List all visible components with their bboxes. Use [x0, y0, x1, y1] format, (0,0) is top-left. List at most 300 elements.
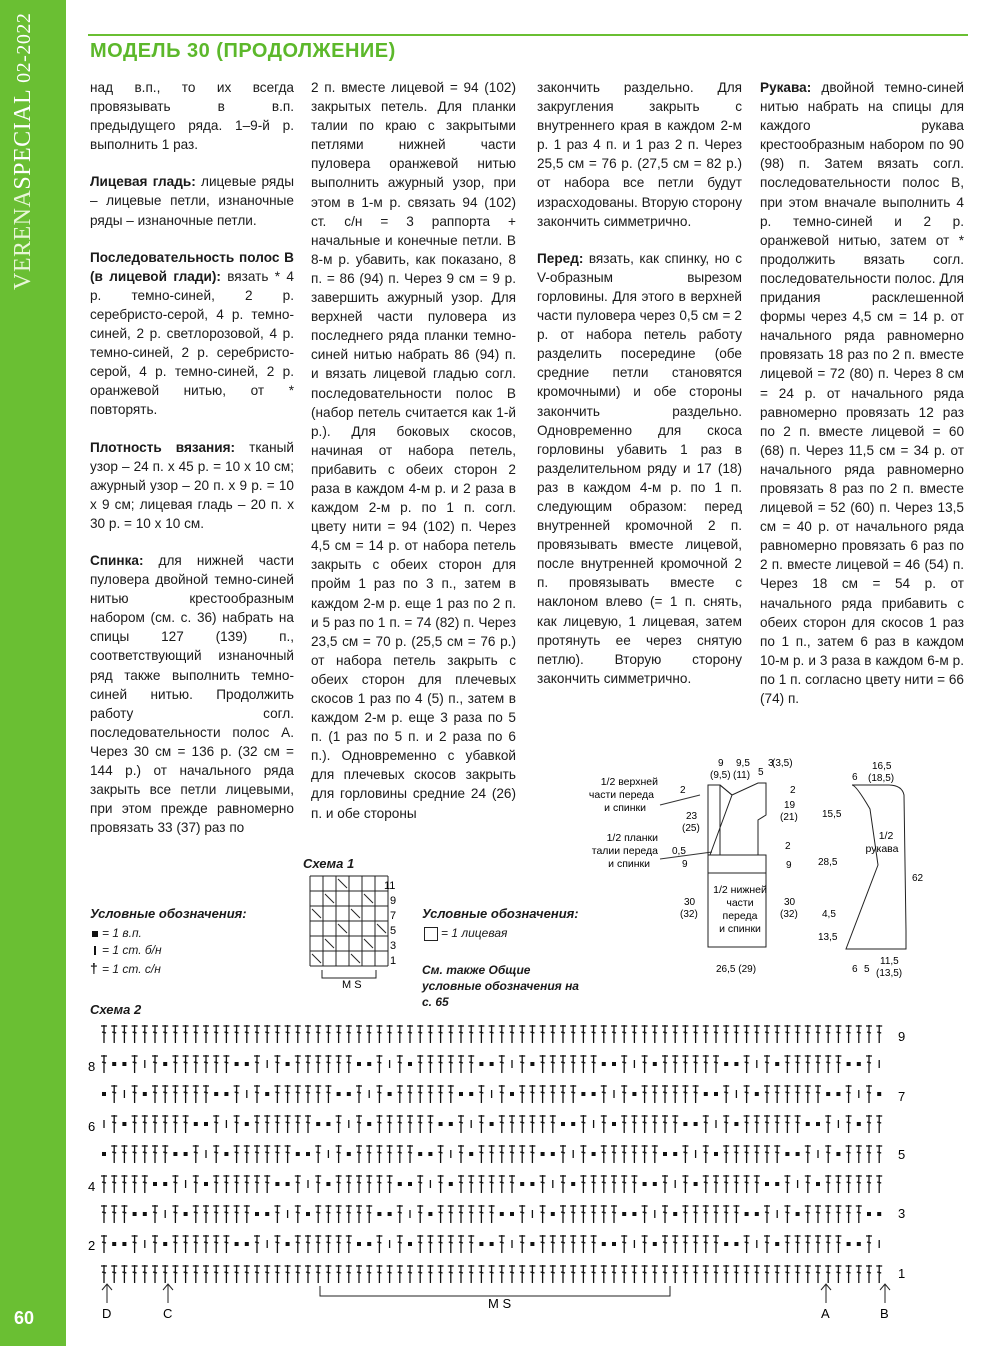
- scheme-2-row-right: 5: [898, 1147, 906, 1162]
- double-crochet-mark: [499, 1115, 505, 1133]
- sleeve-right: 62: [912, 873, 924, 884]
- double-crochet-mark: [846, 1265, 852, 1283]
- double-crochet-mark: [642, 1025, 648, 1043]
- double-crochet-icon: †: [90, 960, 98, 976]
- double-crochet-mark: [468, 1205, 474, 1223]
- double-crochet-mark: [438, 1025, 444, 1043]
- double-crochet-mark: [560, 1145, 566, 1163]
- double-crochet-mark: [183, 1235, 189, 1253]
- arrow-label-d: D: [102, 1306, 112, 1321]
- stitch-mark: [377, 924, 386, 933]
- double-crochet-mark: [601, 1205, 607, 1223]
- chain-mark: [224, 1092, 228, 1096]
- arrow-a: [821, 1284, 831, 1303]
- double-crochet-mark: [448, 1085, 454, 1103]
- double-crochet-mark: [213, 1175, 219, 1193]
- chain-mark: [653, 1062, 657, 1066]
- double-crochet-mark: [295, 1115, 301, 1133]
- double-crochet-mark: [693, 1025, 699, 1043]
- chain-mark: [347, 1092, 351, 1096]
- double-crochet-mark: [172, 1235, 178, 1253]
- double-crochet-mark: [254, 1145, 260, 1163]
- double-crochet-mark: [703, 1265, 709, 1283]
- chain-mark: [408, 1062, 412, 1066]
- double-crochet-mark: [815, 1025, 821, 1043]
- double-crochet-mark: [458, 1055, 464, 1073]
- double-crochet-mark: [101, 1205, 107, 1223]
- double-crochet-mark: [805, 1205, 811, 1223]
- double-crochet-mark: [560, 1085, 566, 1103]
- stitch-mark: [312, 954, 321, 963]
- double-crochet-mark: [662, 1175, 668, 1193]
- double-crochet-mark: [846, 1175, 852, 1193]
- scheme-1-row: 9: [390, 895, 397, 907]
- double-crochet-mark: [417, 1205, 423, 1223]
- double-crochet-mark: [468, 1265, 474, 1283]
- double-crochet-mark: [111, 1265, 117, 1283]
- double-crochet-mark: [795, 1235, 801, 1253]
- double-crochet-mark: [325, 1025, 331, 1043]
- double-crochet-mark: [387, 1265, 393, 1283]
- right-dim-3: 2: [785, 841, 791, 852]
- double-crochet-mark: [601, 1085, 607, 1103]
- double-crochet-mark: [183, 1055, 189, 1073]
- double-crochet-mark: [213, 1055, 219, 1073]
- double-crochet-mark: [356, 1145, 362, 1163]
- double-crochet-mark: [580, 1055, 586, 1073]
- double-crochet-mark: [795, 1055, 801, 1073]
- double-crochet-mark: [407, 1085, 413, 1103]
- double-crochet-mark: [295, 1025, 301, 1043]
- double-crochet-mark: [274, 1235, 280, 1253]
- double-crochet-mark: [203, 1025, 209, 1043]
- double-crochet-mark: [866, 1085, 872, 1103]
- double-crochet-mark: [611, 1265, 617, 1283]
- double-crochet-mark: [703, 1055, 709, 1073]
- scheme-2-title: Схема 2: [90, 1002, 142, 1017]
- chain-mark: [571, 1122, 575, 1126]
- double-crochet-mark: [305, 1085, 311, 1103]
- chain-mark: [785, 1152, 789, 1156]
- double-crochet-mark: [784, 1175, 790, 1193]
- top-dim-a2: (9,5): [710, 770, 731, 781]
- double-crochet-mark: [162, 1085, 168, 1103]
- double-crochet-mark: [193, 1175, 199, 1193]
- double-crochet-mark: [642, 1265, 648, 1283]
- top-dim-c: 5: [758, 767, 764, 778]
- double-crochet-mark: [744, 1055, 750, 1073]
- chain-mark: [775, 1182, 779, 1186]
- double-crochet-mark: [101, 1235, 107, 1253]
- double-crochet-mark: [591, 1055, 597, 1073]
- double-crochet-mark: [254, 1085, 260, 1103]
- double-crochet-mark: [458, 1175, 464, 1193]
- double-crochet-mark: [203, 1085, 209, 1103]
- stitch-mark: [312, 909, 321, 918]
- double-crochet-mark: [387, 1145, 393, 1163]
- double-crochet-mark: [499, 1265, 505, 1283]
- chain-mark: [102, 1092, 106, 1096]
- double-crochet-mark: [376, 1025, 382, 1043]
- double-crochet-mark: [662, 1205, 668, 1223]
- double-crochet-mark: [274, 1145, 280, 1163]
- scheme-2-row-right: 3: [898, 1206, 906, 1221]
- double-crochet-mark: [866, 1055, 872, 1073]
- double-crochet-mark: [172, 1025, 178, 1043]
- chain-mark: [388, 1212, 392, 1216]
- double-crochet-mark: [458, 1235, 464, 1253]
- double-crochet-mark: [478, 1175, 484, 1193]
- double-crochet-mark: [193, 1235, 199, 1253]
- double-crochet-mark: [213, 1205, 219, 1223]
- chain-mark: [663, 1152, 667, 1156]
- double-crochet-mark: [336, 1235, 342, 1253]
- double-crochet-mark: [754, 1025, 760, 1043]
- left-dim-5: 30: [684, 897, 696, 908]
- double-crochet-mark: [336, 1145, 342, 1163]
- double-crochet-mark: [825, 1025, 831, 1043]
- double-crochet-mark: [264, 1025, 270, 1043]
- double-crochet-mark: [744, 1145, 750, 1163]
- double-crochet-mark: [346, 1025, 352, 1043]
- double-crochet-mark: [305, 1055, 311, 1073]
- double-crochet-mark: [346, 1265, 352, 1283]
- chain-mark: [490, 1122, 494, 1126]
- double-crochet-mark: [795, 1265, 801, 1283]
- double-crochet-mark: [499, 1025, 505, 1043]
- chain-mark: [510, 1212, 514, 1216]
- double-crochet-mark: [703, 1025, 709, 1043]
- double-crochet-mark: [193, 1265, 199, 1283]
- chain-mark: [612, 1242, 616, 1246]
- double-crochet-mark: [489, 1205, 495, 1223]
- double-crochet-mark: [805, 1025, 811, 1043]
- double-crochet-mark: [540, 1265, 546, 1283]
- double-crochet-mark: [774, 1025, 780, 1043]
- chain-mark: [490, 1062, 494, 1066]
- chain-mark: [357, 1242, 361, 1246]
- scheme-1-grid: [310, 876, 388, 966]
- double-crochet-mark: [254, 1175, 260, 1193]
- chain-mark: [592, 1152, 596, 1156]
- double-crochet-mark: [784, 1085, 790, 1103]
- chain-mark: [765, 1182, 769, 1186]
- double-crochet-mark: [805, 1055, 811, 1073]
- double-crochet-mark: [672, 1265, 678, 1283]
- double-crochet-mark: [733, 1205, 739, 1223]
- double-crochet-mark: [682, 1235, 688, 1253]
- chain-mark: [602, 1242, 606, 1246]
- double-crochet-mark: [121, 1205, 127, 1223]
- chain-mark: [245, 1062, 249, 1066]
- double-crochet-mark: [489, 1025, 495, 1043]
- double-crochet-mark: [529, 1115, 535, 1133]
- chain-mark: [469, 1152, 473, 1156]
- chain-mark: [847, 1242, 851, 1246]
- double-crochet-mark: [101, 1055, 107, 1073]
- double-crochet-mark: [234, 1085, 240, 1103]
- double-crochet-mark: [784, 1115, 790, 1133]
- double-crochet-mark: [713, 1265, 719, 1283]
- sleeve-top-b2: (18,5): [868, 773, 895, 784]
- double-crochet-mark: [825, 1145, 831, 1163]
- double-crochet-mark: [183, 1085, 189, 1103]
- double-crochet-mark: [846, 1115, 852, 1133]
- sleeve-left-3: 4,5: [822, 909, 836, 920]
- chain-mark: [714, 1092, 718, 1096]
- double-crochet-mark: [682, 1265, 688, 1283]
- double-crochet-mark: [101, 1265, 107, 1283]
- double-crochet-mark: [662, 1115, 668, 1133]
- chain-mark: [235, 1242, 239, 1246]
- right-dim-5b: (32): [780, 909, 798, 920]
- double-crochet-mark: [866, 1265, 872, 1283]
- double-crochet-mark: [407, 1025, 413, 1043]
- double-crochet-mark: [723, 1025, 729, 1043]
- header-rule: [88, 34, 968, 36]
- double-crochet-mark: [223, 1265, 229, 1283]
- double-crochet-mark: [682, 1175, 688, 1193]
- chain-mark: [836, 1152, 840, 1156]
- chain-mark: [490, 1242, 494, 1246]
- double-crochet-mark: [825, 1235, 831, 1253]
- double-crochet-mark: [172, 1175, 178, 1193]
- chain-mark: [347, 1152, 351, 1156]
- double-crochet-mark: [519, 1265, 525, 1283]
- double-crochet-mark: [601, 1175, 607, 1193]
- double-crochet-mark: [162, 1265, 168, 1283]
- double-crochet-mark: [795, 1025, 801, 1043]
- double-crochet-mark: [846, 1025, 852, 1043]
- double-crochet-mark: [132, 1265, 138, 1283]
- double-crochet-mark: [346, 1055, 352, 1073]
- double-crochet-mark: [172, 1055, 178, 1073]
- double-crochet-mark: [152, 1085, 158, 1103]
- double-crochet-mark: [764, 1235, 770, 1253]
- double-crochet-mark: [509, 1175, 515, 1193]
- chain-mark: [265, 1212, 269, 1216]
- double-crochet-mark: [489, 1145, 495, 1163]
- double-crochet-mark: [733, 1025, 739, 1043]
- double-crochet-mark: [438, 1265, 444, 1283]
- double-crochet-mark: [295, 1205, 301, 1223]
- double-crochet-mark: [764, 1055, 770, 1073]
- double-crochet-mark: [203, 1235, 209, 1253]
- double-crochet-mark: [560, 1175, 566, 1193]
- double-crochet-mark: [825, 1265, 831, 1283]
- double-crochet-mark: [142, 1025, 148, 1043]
- arrow-label-c: C: [163, 1306, 173, 1321]
- chain-mark: [102, 1152, 106, 1156]
- double-crochet-mark: [835, 1025, 841, 1043]
- double-crochet-mark: [662, 1085, 668, 1103]
- chain-mark: [428, 1212, 432, 1216]
- double-crochet-mark: [703, 1115, 709, 1133]
- double-crochet-mark: [162, 1115, 168, 1133]
- double-crochet-mark: [376, 1055, 382, 1073]
- chain-mark: [388, 1092, 392, 1096]
- single-crochet-icon: [94, 946, 96, 955]
- double-crochet-mark: [458, 1115, 464, 1133]
- double-crochet-mark: [764, 1025, 770, 1043]
- double-crochet-mark: [111, 1175, 117, 1193]
- double-crochet-mark: [315, 1175, 321, 1193]
- double-crochet-mark: [509, 1265, 515, 1283]
- top-dim-d: 3: [768, 758, 774, 769]
- double-crochet-mark: [142, 1115, 148, 1133]
- scheme-2-row-right: 1: [898, 1266, 906, 1281]
- text-column-3: [537, 78, 742, 706]
- double-crochet-mark: [121, 1175, 127, 1193]
- double-crochet-mark: [764, 1145, 770, 1163]
- double-crochet-mark: [213, 1115, 219, 1133]
- chain-mark: [571, 1182, 575, 1186]
- double-crochet-mark: [866, 1115, 872, 1133]
- double-crochet-mark: [478, 1115, 484, 1133]
- scheme-1-title: Схема 1: [303, 856, 355, 871]
- double-crochet-mark: [254, 1235, 260, 1253]
- chain-mark: [551, 1152, 555, 1156]
- chain-mark: [163, 1062, 167, 1066]
- sleeve-bot-c: 11,5: [880, 956, 899, 967]
- double-crochet-mark: [407, 1115, 413, 1133]
- chain-mark: [836, 1092, 840, 1096]
- page-title: МОДЕЛЬ 30 (ПРОДОЛЖЕНИЕ): [90, 40, 396, 62]
- double-crochet-mark: [448, 1205, 454, 1223]
- double-crochet-mark: [591, 1235, 597, 1253]
- double-crochet-mark: [152, 1205, 158, 1223]
- label-upper-part: 1/2 верхней части переда и спинки: [588, 776, 658, 814]
- double-crochet-mark: [713, 1025, 719, 1043]
- scheme-1-row: 7: [390, 910, 397, 922]
- double-crochet-mark: [397, 1025, 403, 1043]
- double-crochet-mark: [580, 1205, 586, 1223]
- double-crochet-mark: [366, 1175, 372, 1193]
- chain-mark: [112, 1242, 116, 1246]
- chain-mark: [714, 1152, 718, 1156]
- chain-mark: [184, 1152, 188, 1156]
- label-waist-band: 1/2 планки талии переда и спинки: [591, 832, 658, 870]
- chain-mark: [734, 1062, 738, 1066]
- chain-mark: [408, 1182, 412, 1186]
- double-crochet-mark: [744, 1115, 750, 1133]
- paragraph: Последовательность полос В (в лицевой глади): вязать * 4 р. темно-синей, 2 р. серебристо-серой, 4 р. темно-синей, 2 р. светлорозовой, 4 р. темно-синей, 2 р. серебристо-серой, 4 р. темно-синей, 2 р. оранжевой нитью, от * повторять.: [90, 249, 294, 418]
- sleeve-left-2: 28,5: [818, 857, 838, 868]
- chain-mark: [694, 1182, 698, 1186]
- double-crochet-mark: [417, 1025, 423, 1043]
- chain-mark: [561, 1122, 565, 1126]
- double-crochet-mark: [274, 1085, 280, 1103]
- legend-item-knit: = 1 лицевая: [424, 926, 507, 941]
- double-crochet-mark: [438, 1145, 444, 1163]
- chain-mark: [194, 1122, 198, 1126]
- arrow-label-b: B: [880, 1306, 889, 1321]
- chain-mark: [551, 1212, 555, 1216]
- double-crochet-mark: [642, 1145, 648, 1163]
- double-crochet-mark: [376, 1115, 382, 1133]
- double-crochet-mark: [223, 1175, 229, 1193]
- double-crochet-mark: [111, 1025, 117, 1043]
- double-crochet-mark: [631, 1265, 637, 1283]
- double-crochet-mark: [478, 1205, 484, 1223]
- scheme-2-row-right: 9: [898, 1029, 906, 1044]
- double-crochet-mark: [478, 1025, 484, 1043]
- double-crochet-mark: [346, 1175, 352, 1193]
- chain-mark: [479, 1062, 483, 1066]
- stitch-mark: [351, 954, 360, 963]
- double-crochet-mark: [601, 1025, 607, 1043]
- chain-mark: [275, 1182, 279, 1186]
- double-crochet-mark: [693, 1055, 699, 1073]
- double-crochet-mark: [825, 1175, 831, 1193]
- double-crochet-mark: [672, 1235, 678, 1253]
- chain-mark: [530, 1182, 534, 1186]
- double-crochet-mark: [846, 1145, 852, 1163]
- double-crochet-mark: [336, 1025, 342, 1043]
- double-crochet-mark: [682, 1055, 688, 1073]
- double-crochet-mark: [274, 1115, 280, 1133]
- chain-mark: [449, 1182, 453, 1186]
- left-dim-3: 0,5: [672, 846, 686, 857]
- double-crochet-mark: [193, 1205, 199, 1223]
- chain-mark: [541, 1152, 545, 1156]
- double-crochet-mark: [489, 1265, 495, 1283]
- legend-note: См. также Общие условные обозначения на с. 65: [422, 963, 579, 1009]
- double-crochet-mark: [591, 1265, 597, 1283]
- brand-issue: 02-2022: [13, 12, 35, 83]
- double-crochet-mark: [244, 1265, 250, 1283]
- double-crochet-mark: [703, 1175, 709, 1193]
- double-crochet-mark: [805, 1175, 811, 1193]
- double-crochet-mark: [713, 1235, 719, 1253]
- double-crochet-mark: [580, 1265, 586, 1283]
- double-crochet-mark: [876, 1145, 882, 1163]
- double-crochet-mark: [376, 1085, 382, 1103]
- double-crochet-mark: [397, 1235, 403, 1253]
- double-crochet-mark: [519, 1205, 525, 1223]
- double-crochet-mark: [397, 1055, 403, 1073]
- double-crochet-mark: [631, 1175, 637, 1193]
- sleeve-label: 1/2 рукава: [865, 830, 899, 855]
- double-crochet-mark: [652, 1085, 658, 1103]
- chain-mark: [816, 1182, 820, 1186]
- double-crochet-mark: [570, 1235, 576, 1253]
- double-crochet-mark: [529, 1085, 535, 1103]
- double-crochet-mark: [693, 1205, 699, 1223]
- double-crochet-mark: [519, 1145, 525, 1163]
- double-crochet-mark: [682, 1145, 688, 1163]
- double-crochet-mark: [285, 1025, 291, 1043]
- legend-item-chain: = 1 в.п.: [90, 926, 142, 940]
- double-crochet-mark: [733, 1145, 739, 1163]
- chain-mark: [245, 1122, 249, 1126]
- sleeve-bot-a: 6: [852, 964, 858, 975]
- double-crochet-mark: [825, 1055, 831, 1073]
- double-crochet-mark: [723, 1115, 729, 1133]
- arrow-c: [163, 1284, 173, 1303]
- double-crochet-mark: [152, 1145, 158, 1163]
- chain-mark: [847, 1062, 851, 1066]
- double-crochet-mark: [285, 1265, 291, 1283]
- double-crochet-mark: [101, 1175, 107, 1193]
- scheme-1-row: 3: [390, 940, 397, 952]
- double-crochet-mark: [468, 1175, 474, 1193]
- text-column-2: [311, 78, 516, 841]
- double-crochet-mark: [315, 1145, 321, 1163]
- chain-mark: [163, 1242, 167, 1246]
- double-crochet-mark: [183, 1115, 189, 1133]
- double-crochet-mark: [183, 1265, 189, 1283]
